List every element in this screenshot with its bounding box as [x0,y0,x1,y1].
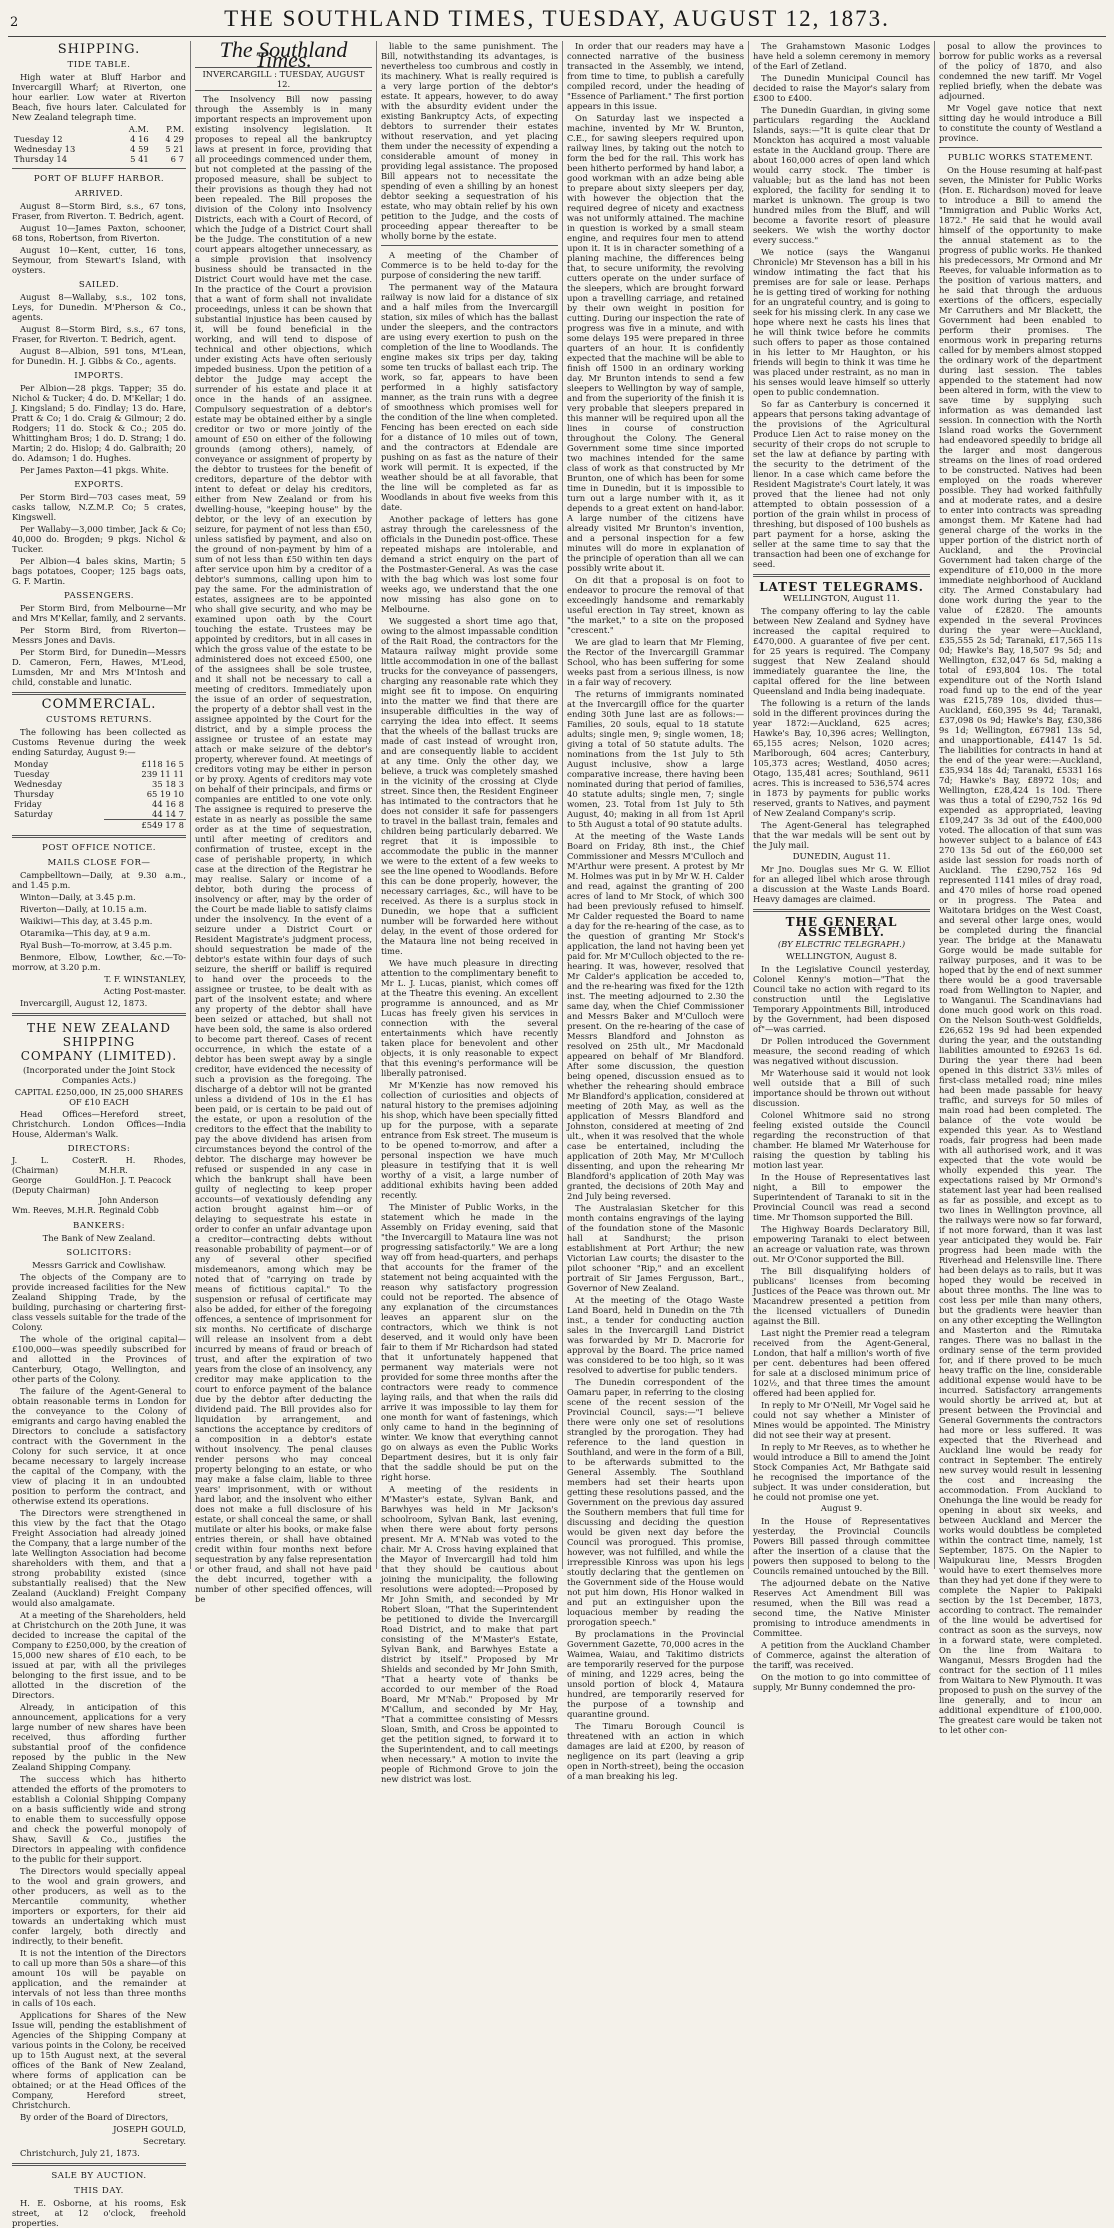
prospectus-date: Christchurch, July 21, 1873. [20,2148,140,2158]
tide-row [12,134,186,144]
telegram-paragraph: The company offering to lay the cable between New Zealand and Sydney have increased the capital required to £470,000. A guarantee of five per cent. for 25 years is required. The Company suggest that New Zealand should immediately guarantee the line, the capital offered for the line between Queensland and India being inadequate. [753,606,930,696]
assembly-subheading: (BY ELECTRIC TELEGRAPH.) [777,939,906,949]
tide-day: Thursday 14 [14,154,68,164]
table-row [12,759,186,769]
assembly-paragraph: The Bill disqualifying holders of publicans' licenses from becoming Justices of the Peace was thrown out. Mr Macandrew presented a petition from the licensed victuallers of Dunedin against the Bill. [753,1266,930,1326]
customs-amount: 44 16 8 [152,799,184,809]
mail-entry: Winton—Daily, at 3.45 p.m. [20,892,136,902]
assembly-paragraph: On the motion to go into committee of supply, Mr Bunny condemned the pro- [753,1672,930,1692]
prospectus-paragraph: The objects of the Company are to provide increased facilities for the New Zealand Shipping Trade, by the building, purchasing or chartering first-class vessels suitable for the trade of the Colony. [12,1272,186,1332]
customs-table [12,759,186,830]
secretary-title: Secretary. [143,2136,186,2146]
table-row [12,769,186,779]
mail-entry: Riverton—Daily, at 10.15 a.m. [20,904,147,914]
public-works-heading: PUBLIC WORKS STATEMENT. [947,153,1094,163]
arrival-entry: August 10—James Paxton, schooner, 68 tons, Robertson, from Riverton. [12,223,186,243]
prospectus-paragraph: The failure of the Agent-General to obtain reasonable terms in London for the conveyance to the Colony of emigrants and cargo having enabled the Directors to conclude a satisfactory contract with the Government in the Colony for such service, it at once became necessary to largely increase the capital of the Company, with the view of placing it in an undoubted position to perform the contract, and otherwise extend its operations. [12,1386,186,1506]
director-name: Wm. Reeves, M.H.R. [12,1206,96,1215]
newspaper-title: THE SOUTHLAND TIMES, TUESDAY, AUGUST 12, 1873. [224,6,890,31]
tide-header-day [12,124,114,134]
news-paragraph: On dit that a proposal is on foot to endeavor to procure the removal of that exceedingly handsome and remarkably useful erection in Tay street, known as "the market," to a site on the proposed "crescent." [567,575,744,635]
telegram-paragraph: Mr Jno. Douglas sues Mr G. W. Elliot for an alleged libel which arose through a discussion at the Waste Lands Board. Heavy damages are claimed. [753,864,930,904]
by-order: By order of the Board of Directors, [20,2112,169,2122]
news-paragraph: On Saturday last we inspected a machine, invented by Mr W. Brunton, C.E., for sawing sleepers required upon railway lines, by taking out the notch to form the bed for the rail. This work has been hitherto performed by hand labor, a good workman with an adze being able to prepare about sixty sleepers per day, with however the objection that the required degree of nicety and exactness was not uniformly attained. The machine in question is worked by a small steam engine, and requires four men to attend upon it. It is in character something of a planing machine, the differences being that, to secure uniformity, the revolving cutters operate on the under surface of the sleepers, which are brought forward upon a travelling carriage, and retained by their own weight in position for cutting. During our inspection the rate of progress was five in a minute, and with some delays 195 were prepared in three quarters of an hour. It is confidently expected that the machine will be able to finish off 1500 in an ordinary working day. Mr Brunton intends to send a few sleepers to Wellington by way of sample, and from the superiority of the finish it is very probable that sleepers prepared in this manner will be required upon all the lines in course of construction throughout the Colony. The General Government some time since imported two machines intended for the same class of work as that constructed by Mr Brunton, one of which has been for some time in Dunedin, but it is impossible to turn out a large number with it, as it depends to a great extent on hand-labor. A large number of the citizens have already visited Mr Brunton's invention, and a personal inspection for a few minutes will do more in explanation of the principle of operation than all we can possibly write about it. [567,113,744,573]
news-paragraph: The Dunedin Guardian, in giving some particulars regarding the Auckland Islands, says:—"It is quite clear that Dr Monckton has acquired a most valuable estate in the Auckland group. There are about 160,000 acres of open land which would carry stock. The timber is valuable; but as the land has not been explored, the facility for sending it to market is unknown. The group is two hundred miles from the Bluff, and will become a favorite resort of pleasure seekers. We wish the worthy doctor every success." [753,105,930,245]
news-paragraph: So far as Canterbury is concerned it appears that persons taking advantage of the provisions of the Agricultural Produce Lien Act to raise money on the security of their crops do not scruple to set the law at defiance by parting with the security to the detriment of the lienor. In a case which came before the Resident Magistrate's Court lately, it was proved that the lienee had not only attempted to obtain possession of a portion of the grain whilst in process of threshing, but disposed of 100 bushels as part payment for a horse, asking the seller at the same time to say that the transaction had been one of exchange for seed. [753,399,930,569]
port-heading: PORT OF BLUFF HARBOR. [33,174,165,184]
public-works-paragraph: On the House resuming at half-past seven, the Minister for Public Works (Hon. E. Richardson) moved for leave to introduce a Bill to amend the "Immigration and Public Works Act, 1872." He said that he would avail himself of the opportunity to make the annual statement as to the progress of public works. He thanked his predecessors, Mr Ormond and Mr Reeves, for valuable information as to the position of various matters, and he said that through the arduous exertions of the officers, especially Mr Carruthers and Mr Blackett, the Government had been enabled to perform their promises. The enormous work in preparing returns called for by members almost stopped the ordinary work of the department during last session. The tables appended to the statement had now been altered in form, with the view to save time by supplying such information as was demanded last session. In connection with the North Island road works the Government had endeavored speedily to bridge all the larger and most dangerous streams on the lines of road ordered to be constructed. Natives had been employed on the roads wherever possible. They had worked faithfully and at moderate rates, and a desire to enter into contracts was spreading amongst them. Mr Katene had had general charge of the works in the upper portion of the district north of Auckland, and the Provincial Government had taken charge of the expenditure of £10,000 in the more immediate neighborhood of Auckland city. The Armed Constabulary had done work during the year to the value of £2820. The amounts expended in the several Provinces during the year were—Auckland, £35,555 2s 5d; Taranaki, £17,565 11s 0d; Hawke's Bay, 18,507 9s 5d; and Wellington, £32,047 6s 5d, making a total of £93,804 10s. The total expenditure out of the North Island road fund up to the end of the year was £215,789 10s, divided thus—Auckland, £60,395 9s 4d; Taranaki, £37,098 0s 9d; Hawke's Bay, £30,386 9s 1d; Wellington, £67981 13s 5d, and unapportionable, £4147 1s 5d. The liabilities for contracts in hand at the end of the year were:—Auckland, £35,934 18s 4d; Taranaki, £5331 16s 7d; Hawke's Bay, £8972 10s; and Wellington, £28,424 1s 10d. There was thus a total of £290,752 16s 9d expended as appropriated, leaving £109,247 3s 3d out of the £400,000 voted. The allocation of that sum was however subject to a balance of £43 270 13s 5d out of the £60,000 set aside last session for roads north of Auckland. The £290,752 16s 9d represented 1141 miles of dray road, and 470 miles of horse road opened or in progress. The Patea and Waitotara bridges on the West Coast, and several other large ones, would be completed during the financial year. The bridge at the Manawatu Gorge would be made suitable for railway purposes, and it was to be hoped that by the end of next summer there would be a good traversable road from Wellington to Napier, and to Wanganui. The Scandinavians had done much good work on this road. On the Nelson South-west Goldfields, £26,652 19s 9d had been expended during the year, and the outstanding liabilities amounted to £9263 1s 6d. During the year there had been opened in this district 33½ miles of first-class metalled road; nine miles had been made passable for heavy traffic, and surveys for 50 miles of main road had been completed. The balance of the vote would be expended this year. As to Westland roads, fair progress had been made with all authorised work, and it was expected that the vote would be wholly expended this year. The expectations raised by Mr Ormond's statement last year had been realised as far as possible, and except as to two lines in Wellington province, all the railways were now so far forward, if not more forward, than it was last year anticipated they would be. Fair progress had been made with the Riverhead and Helensville line. There had been delays as to rails, but it was hoped they would be received in about three months. The line was to cost less per mile than many others, but the gradients were heavier than on any other excepting the Wellington and Masterton and the Rimutaka ranges. There was no ballast in the ordinary sense of the term provided for, and if there proved to be much heavy traffic on the line, considerable additional expense would have to be incurred. Satisfactory arrangements would shortly be arrived at, but at present between the Provincial and General Governments the contractors had more or less suffered. It was expected that the Riverhead and Auckland line would be ready for contract in September. The entirely new survey would result in lessening the cost and increasing the accommodation. From Auckland to Onehunga the line would be ready for opening in about six weeks, and between Auckland and Mercer the works would doubtless be completed within the contract time, namely, 1st September, 1875. On the Napier to Waipukurau line, Messrs Brogden would have to exert themselves more than they had yet done if they were to complete the Napier to Pakipaki section by the 1st December, 1873, according to contract. The remainder of the line would be advertised for contract as soon as the surveys, now in a forward state, were completed. On the line from Waitara to Wanganui, Messrs Brogden had the contract for the section of 11 miles from Waitara to New Plymouth. It was proposed to push on the survey of the line generally, and to incur an additional expenditure of £100,000. The greatest care would be taken not to let other con- [939,165,1102,1735]
capital-line: CAPITAL £250,000, IN 25,000 SHARES OF £10 EACH [14,1087,184,1107]
mail-entry: Waikiwi—This day, at 3.45 p.m. [20,916,153,926]
table-row [12,820,186,831]
table-row [12,779,186,789]
mail-entry: Otaramika—This day, at 9 a.m. [20,928,151,938]
assembly-paragraph: In reply to Mr Reeves, as to whether he would introduce a Bill to amend the Joint Stock Companies Act, Mr Bathgate said he recognised the importance of the subject. It was under consideration, but he could not promise one yet. [753,1442,930,1502]
tide-table [12,124,186,164]
tide-day: Wednesday 13 [14,144,76,154]
news-paragraph: We notice (says the Wanganui Chronicle) Mr Stevenson has a bill in his window intimating the fact that his premises are for sale or lease. Perhaps he is getting tired of working for nothing for an ungrateful country, and is going to seek for his missing clerk. In any case we hope where next he casts his lines that he will think twice before he commits such offers to paper as those contained in his letter to Mr Haughton, or his friends will begin to think it was time he was placed under restraint, as no man in his senses would leave himself so utterly open to public condemnation. [753,247,930,397]
column-1 [8,41,191,2228]
tide-am: 5 41 [130,154,149,164]
editorial-paragraph: The Insolvency Bill now passing through the Assembly is in many important respects an improvement upon existing insolvency legislation. It proposes to repeal all the bankruptcy laws at present in force, providing that all proceedings commenced under them, but not completed at the passing of the proposed measure, shall be subject to their provisions as though they had not been repealed. The Bill proposes the division of the Colony into Insolvency Districts, each with a Court of Record, of which the Judge of a District Court shall be the Judge. The constitution of a new court appears altogether unnecessary, as a simple provision that insolvency business should be transacted in the District Court would have met the case. In the practice of the Court a provision that a want of form shall not invalidate proceedings, unless it can be shown that substantial injustice has been caused by it, will be found beneficial in the working, and will tend to dispose of technical and other objections, which under existing Acts have often seriously impeded business. Upon the petition of a debtor the Judge may accept the surrender of his estate and place it at once in the hands of an assignee. Compulsory sequestration of a debtor's estate may be obtained either by a single creditor or two or more jointly of the amount of £50 on either of the following grounds (among others), namely, of conveyance or assignment of property by the debtor to trustees for the benefit of creditors, departure of the debtor with intent to defeat or delay his creditors, either from New Zealand or from his dwelling-house, "keeping house" by the debtor, or the levy of an execution by seizure, for payment of not less than £50, unless satisfied by payment, and also on the ground of non-payment by him of a sum of not less than £50 within ten days after service upon him by a creditor of a debtor's summons, calling upon him to pay the same. For the administration of estates, assignees are to be appointed who shall give security, and who may be examined upon oath by the Court touching the estate. Trustees may be appointed by creditors, but in all cases in which the gross value of the estate to be administered does not exceed £500, one of the assignees shall be sole trustee, and it shall not be necessary to call a meeting of creditors. Immediately upon the issue of an order of sequestration, the property of a debtor shall vest in the assignee appointed by the Court for the district, and by a simple process the assignee or trustee of an estate may attach or make seizure of the debtor's property, wherever found. At meetings of creditors voting may be either in person or by proxy. Agents of creditors may vote on behalf of their principals, and firms or companies are entitled to one vote only. The assignee is required to preserve the estate in as nearly as possible the same order as at the time of sequestration, until after meeting of creditors and confirmation of trustee, except in the case of perishable property, in which case at the direction of the Registrar he may realise. Salary or income of a debtor, both during the process of insolvency or after, may by the order of the Court be made liable to satisfy claims under the insolvency. In the event of a seizure under a District Court or Resident Magistrate's judgment process, should sequestration be made of the debtor's estate within four days of such seizure, the sheriff or bailiff is required to hand over the proceeds to the assignee or trustee, to be dealt with as part of the insolvent estate; and where any property of the debtor shall have been seized or attached, but shall not have been sold, the same is also ordered to become part thereof. Cases of recent occurrence, in which the estate of a debtor has been swept away by a single creditor, have evidenced the necessity of such a provision as the foregoing. The discharge of a debtor will not be granted unless a dividend of 10s in the £1 has been paid, or is certain to be paid out of the estate, or upon a resolution of the creditors to the effect that the inability to pay the above dividend has arisen from circumstances beyond the control of the debtor. The discharge may however be refused or suspended in any case in which the bankrupt shall have been guilty of neglecting to keep proper accounts—of vexatiously defending any action brought against him—or of delaying to sequestrate his estate in order to confer an unfair advantage upon a creditor—contracting debts without reasonable probability of payment—or of any of several other specified misdemeanors, among which may be noted that of "carrying on trade by means of fictitious capital." To the suspension or refusal of certificate may also be added, for either of the foregoing offences, a sentence of imprisonment for six months. No certificate of discharge will release an insolvent from a debt incurred by means of fraud or breach of trust, and after the expiration of two years from the close of an insolvency, any creditor may make application to the court to enforce payment of the balance due by the debtor after deducting the dividend paid. The Bill provides also for liquidation by arrangement, and sanctions the acceptance by creditors of a composition in a debtor's estate without insolvency. The penal clauses render persons who may conceal property belonging to an estate, or who may make a false claim, liable to three years' imprisonment, with or without hard labor, and the insolvent who either does not make a full disclosure of his estate, or shall conceal the same, or shall mutilate or alter his books, or make false entries therein, or shall have obtained credit within four months next before sequestration by any false representation or other fraud, and shall not have paid the debt incurred, together with a number of other specified offences, will be [195,94,372,1604]
column-5 [749,41,935,1692]
assembly-paragraph: The Highway Boards Declaratory Bill, empowering Taranaki to elect between an acreage or valuation rate, was thrown out. Mr O'Conor supported the Bill. [753,1224,930,1264]
incorporated-note: (Incorporated under the Joint Stock Companies Acts.) [22,1065,175,1085]
assembly-paragraph: In reply to Mr O'Neill, Mr Vogel said he could not say whether a Minister of Mines would be appointed. The Ministry did not see their way at present. [753,1400,930,1440]
exports-heading: EXPORTS. [74,480,124,490]
notice-date: Invercargill, August 12, 1873. [20,998,148,1008]
post-office-heading: POST OFFICE NOTICE. [42,843,156,853]
columns [8,37,1106,2228]
table-row [12,799,186,809]
nz-shipping-heading-line1: THE NEW ZEALAND SHIPPING [27,1021,171,1049]
column-3 [377,41,563,1784]
column-6 [935,41,1106,1735]
tide-note: High water at Bluff Harbor and Invercargill Wharf; at Riverton, one hour earlier. Low water at Riverton Beach, five hours later. Calculated for New Zealand telegraph time. [12,72,186,122]
prospectus-paragraph: It is not the intention of the Directors to call up more than 50s a share—of this amount 10s will be payable on application, and the remainder at intervals of not less than three months in calls of 10s each. [12,1948,186,2008]
tide-table-title: TIDE TABLE. [67,60,131,70]
news-paragraph: By proclamations in the Provincial Government Gazette, 70,000 acres in the Waimea, Waiau, and Takitimo districts are temporarily reserved for the purpose of mining, and 1229 acres, being the unsold portion of block 4, Mataura hundred, are temporarily reserved for the purpose of a township and quarantine ground. [567,1629,744,1719]
news-paragraph: Mr M'Kenzie has now removed his collection of curiosities and objects of natural history to the premises adjoining his shop, which have been specially fitted up for the purpose, with a separate entrance from Esk street. The museum is to be opened to-morrow, and after a personal inspection we have much pleasure in testifying that it is well worthy of a visit, a large number of additional exhibits having been added recently. [381,1080,558,1200]
column-2 [191,37,377,1604]
director-name: John Anderson [99,1196,159,1205]
commercial-heading: COMMERCIAL. [41,697,157,712]
mail-entry: Benmore, Elbow, Lowther, &c.—To-morrow, at 3.20 p.m. [12,952,186,972]
tide-pm: 6 7 [170,154,184,164]
divider [12,168,186,169]
assembly-paragraph: In the House of Representatives yesterday, the Provincial Councils Powers Bill passed through committee after the insertion of a clause that the powers then supposed to belong to the Councils remained untouched by the Bill. [753,1516,930,1576]
assembly-paragraph: posal to allow the provinces to borrow for public works as a reversal of the policy of 1870, and also condemned the new tariff. Mr Vogel replied briefly, when the debate was adjourned. [939,41,1102,101]
news-paragraph: A meeting of the Chamber of Commerce is to be held to-day for the purpose of considering the new tariff. [381,250,558,280]
imports-heading: IMPORTS. [74,371,124,381]
solicitors-heading: SOLICITORS: [66,1248,132,1258]
customs-amount: £118 16 5 [141,759,184,769]
assembly-paragraph: Dr Pollen introduced the Government measure, the second reading of which was negatived without discussion. [753,1036,930,1066]
news-paragraph: The Australasian Sketcher for this month contains engravings of the laying of the foundation stone of the Masonic hall at Sandhurst; the prison establishment at Port Arthur; the new Victorian Law courts; the disaster to the pilot schooner "Rip," and an excellent portrait of Sir James Fergusson, Bart., Governor of New Zealand. [567,1203,744,1293]
sailed-entry: August 8—Albion, 591 tons, M'Lean, for Dunedin. H. J. Gibbs & Co., agents. [12,346,186,366]
telegram-dateline: DUNEDIN, August 11. [792,852,891,862]
assembly-paragraph: Colonel Whitmore said no strong feeling existed outside the Council regarding the reconstruction of that chamber. He blamed Mr Waterhouse for raising the question by tabling his motion last year. [753,1110,930,1170]
tide-row [12,144,186,154]
news-paragraph: In order that our readers may have a connected narrative of the business transacted in the Assembly, we intend, from time to time, to publish a carefully compiled record, under the heading of "Essence of Parliament." The first portion appears in this issue. [567,41,744,111]
mail-entry: Ryal Bush—To-morrow, at 3.45 p.m. [20,940,173,950]
customs-day: Wednesday [14,779,62,789]
passengers-heading: PASSENGERS. [63,591,135,601]
customs-amount: 44 14 7 [152,809,184,819]
tide-day: Tuesday 12 [14,134,63,144]
news-paragraph: A meeting of the residents in M'Master's estate, Sylvan Bank, and Barwhyes was held in Mr Jackson's schoolroom, Sylvan Bank, last evening, when there were about forty persons present. Mr A. M'Nab was voted to the chair. Mr A. Cross having explained that the Mayor of Invercargill had told him that they should be cautious about joining the municipality, the following resolutions were adopted:—Proposed by Mr John Smith, and seconded by Mr Robert Sloan, "That the Superintendent be petitioned to divide the Invercargill Road District, and to make that part consisting of the M'Master's Estate, Sylvan Bank, and Barwhyes Estate a district by itself." Proposed by Mr Shields and seconded by Mr John Smith, "That a hearty vote of thanks be accorded to our member of the Road Board, Mr M'Nab." Proposed by Mr M'Callum, and seconded by Mr Hay, "That a committee consisting of Messrs Sloan, Smith, and Cross be appointed to get the petition signed, to forward it to the Superintendent, and to call meetings when necessary." A motion to invite the people of Richmond Grove to join the new district was lost. [381,1484,558,1784]
editorial-masthead: The Southland Times. [219,37,348,72]
passenger-entry: Per Storm Bird, from Riverton—Messrs Jones and Davis. [12,625,186,645]
telegram-paragraph: The Agent-General has telegraphed that the war medals will be sent out by the July mail. [753,820,930,850]
masthead [8,6,1106,37]
sailed-heading: SAILED. [78,280,120,290]
auction-text: H. E. Osborne, at his rooms, Esk street, at 12 o'clock, freehold properties. [12,2198,186,2228]
news-paragraph: The Grahamstown Masonic Lodges have held a solemn ceremony in memory of the Earl of Zetland. [753,41,930,71]
divider [12,835,186,838]
page-number: 2 [10,15,19,30]
mail-entry: Campbelltown—Daily, at 9.30 a.m., and 1.45 p.m. [12,870,186,890]
divider [381,245,558,246]
tide-header-pm: P.M. [166,124,184,134]
nz-shipping-heading-line2: COMPANY (LIMITED). [20,1049,178,1063]
tide-am: 4 16 [130,134,149,144]
news-paragraph: At the meeting of the Waste Lands Board on Friday, 8th inst., the Chief Commissioner and Messrs M'Culloch and M'Arthur were present. A protest by Mr M. Holmes was put in by Mr W. H. Calder and read, against the granting of 200 acres of land to Mr Stock, of which 300 had been previously refused to himself. Mr Calder requested the Board to name a day for the re-hearing of the case, as to the question of granting Mr Stock's application, the land not having been yet paid for. Mr M'Culloch objected to the re-hearing. It was, however, resolved that Mr Calder's application be acceded to, and the re-hearing was fixed for the 12th inst. The meeting adjourned to 2.30 the same day, when the Chief Commissioner and Messrs Baker and M'Culloch were present. On the re-hearing of the case of Messrs Blandford and Johnston as resolved on 25th ult., Mr Macdonald appeared on behalf of Mr Blandford. After some discussion, the question being opened, discussion ensued as to whether the rehearing should embrace Mr Blandford's application, considered at meeting of 20th May, as well as the application of Messrs Blandford and Johnston, considered at meeting of 2nd ult., when it was resolved that the whole case be entertained, including the application of 20th May, Mr M'Culloch dissenting, and upon the rehearing Mr Blandford's application of 20th May was granted, the decisions of 20th May and 2nd July being reversed. [567,831,744,1201]
shipping-heading: SHIPPING. [57,42,141,57]
assembly-dateline: August 9. [820,1504,863,1514]
assembly-paragraph: In the Legislative Council yesterday, Colonel Kenny's motion—"That the Council take no action with regard to its construction until the Legislative Temporary Appointments Bill, introduced by the Government, had been disposed of"—was carried. [753,964,930,1034]
table-row [12,789,186,799]
tide-am: 4 59 [130,144,149,154]
arrival-entry: August 8—Storm Bird, s.s., 67 tons, Fraser, from Riverton. T. Bedrich, agent. [12,201,186,221]
news-paragraph: The Timaru Borough Council is threatened with an action in which damages are laid at £200, by reason of negligence on its part (leaving a grip open in North-street), being the occasion of a man breaking his leg. [567,1721,744,1781]
assembly-heading: THE GENERAL ASSEMBLY. [785,915,898,939]
divider [12,1013,186,1016]
mails-close-heading: MAILS CLOSE FOR— [47,858,151,868]
import-entry: Per Albion—28 pkgs. Tapper; 35 do. Nichol & Tucker; 4 do. D. M'Kellar; 1 do. J. Kingsland; 5 do. Findlay; 13 do. Hare, Pratt & Co; 1 do. Craig & Gilmour; 2 do. Rodgers; 11 do. Stock & Co.; 205 do. Whittingham Bros; 1 do. D. Strang; 1 do. Martin; 2 do. Hislop; 4 do. Galbraith; 20 do. Adamson; 1 do. Hughes. [12,383,186,463]
auction-heading: SALE BY AUCTION. [51,2171,147,2181]
prospectus-paragraph: The success which has hitherto attended the efforts of the promoters to establish a Colonial Shipping Company on a basis sufficiently wide and strong to enable them to successfully oppose and check the powerful monopoly of Shaw, Savill & Co., justifies the Directors in appealing with confidence to the public for their support. [12,1774,186,1864]
divider [12,2163,186,2166]
prospectus-paragraph: At a meeting of the Shareholders, held at Christchurch on the 20th June, it was decided to increase the capital of the Company to £250,000, by the creation of 15,000 new shares of £10 each, to be issued at par, with all the privileges belonging to the first issue, and to be allotted in the discretion of the Directors. [12,1610,186,1700]
customs-intro: The following has been collected as Customs Revenue during the week ending Saturday, August 9:— [12,727,186,757]
prospectus-paragraph: The Directors would specially appeal to the wool and grain growers, and other producers, as well as to the Mercantile community, whether importers or exporters, for their aid towards an undertaking which must confer largely, both directly and indirectly, to their benefit. [12,1866,186,1946]
customs-day: Tuesday [14,769,50,779]
prospectus-paragraph: The whole of the original capital—£100,000—was speedily subscribed for and allotted in the Provinces of Canterbury, Otago, Wellington, and other parts of the Colony. [12,1334,186,1384]
import-entry: Per James Paxton—41 pkgs. White. [20,465,169,475]
bankers: The Bank of New Zealand. [42,1233,156,1243]
export-entry: Per Wallaby—3,000 timber, Jack & Co; 40,000 do. Brogden; 9 pkgs. Nichol & Tucker. [12,524,186,554]
assembly-paragraph: Last night the Premier read a telegram received from the Agent-General, London, that half a million's worth of five per cent. debentures had been offered for sale at a disclosed minimum price of 102½, and that three times the amount offered had been applied for. [753,1328,930,1398]
news-paragraph: We suggested a short time ago that, owing to the almost impassable condition of the Rait Road, the contractors for the Mataura railway might provide some little accommodation in one of the ballast trucks for the conveyance of passengers, charging any reasonable rate which they might see fit to impose. On enquiring into the matter we find that there are insuperable difficulties in the way of carrying the idea into effect. It seems that the wheels of the ballast trucks are made of cast instead of wrought iron, and are consequently liable to accident at any time. Only the other day, we believe, a truck was completely smashed in the vicinity of the crossing at Clyde street. Since then, the Resident Engineer has intimated to the contractors that he does not consider it safe for passengers to travel in the ballast train, females and children being particularly debarred. We regret that it is impossible to accommodate the public in the manner we were to the extent of a few weeks to see the line opened to Woodlands. Before this can be done properly, however, the necessary carriages, &c., will have to be received. As there is a surplus stock in Dunedin, we hope that a sufficient number will be forwarded here without delay, in the event of those ordered for the Mataura line not being received in time. [381,616,558,956]
news-paragraph: liable to the same punishment. The Bill, notwithstanding its advantages, is nevertheless too cumbrous and costly in its machinery. What is really required is a very large portion of the debtor's estate. It appears, however, to do away with the absurdity evident under the existing Bankruptcy Acts, of expecting debtors to surrender their estates without reservation, and yet placing them under the necessity of expending a considerable amount of money in providing legal assistance. The proposed Bill appears not to necessitate the spending of even a shilling by an honest debtor seeking a sequestration of his estate, who may obtain relief by his own petition to the Judge, and the costs of proceeding appear thereafter to be wholly borne by the estate. [381,41,558,241]
news-paragraph: The returns of immigrants nominated at the Invercargill office for the quarter ending 30th June last are as follows:—Families, 20 souls, equal to 18 statute adults; single men, 9; single women, 18; giving a total of 50 statute adults. The nominations from the 1st July to 5th August inclusive, show a large comparative increase, there having been nominated during that period of families, 40 statute adults; single men, 7; single women, 23. Total from 1st July to 5th August, 40; making in all from 1st April to 5th August a total of 90 statute adults. [567,689,744,829]
tide-row [12,154,186,164]
assembly-paragraph: Mr Vogel gave notice that next sitting day he would introduce a Bill to constitute the county of Westland a province. [939,103,1102,143]
telegram-dateline: WELLINGTON, August 11. [783,594,900,604]
customs-amount: 35 18 3 [152,779,184,789]
editorial-dateline: INVERCARGILL : TUESDAY, AUGUST 12. [195,67,372,91]
director-name: R. H. Rhodes, M.H.R. [99,1156,186,1175]
news-paragraph: The Dunedin correspondent of the Oamaru paper, in referring to the closing scene of the recent session of the Provincial Council, says:—"I believe there were only one set of resolutions strangled by the prorogation. They had reference to the land question in Southland, and were in the form of a Bill, to be afterwards submitted to the General Assembly. The Southland members had set their hearts upon getting these resolutions passed, and the Government on the previous day assured the Southern members that full time for discussing and deciding the question would be given next day before the Council was prorogued. This promise, however, was not fulfilled, and while the irrepressible Kinross was upon his legs stoutly declaring that the gentlemen on the Government side of the House would not put him down, His Honor walked in and put an extinguisher upon the loquacious member by reading the prorogation speech." [567,1377,744,1627]
arrived-heading: ARRIVED. [74,189,124,199]
prospectus-paragraph: Applications for Shares of the New Issue will, pending the establishment of Agencies of the Shipping Company at various points in the Colony, be received up to 15th August next, at the several offices of the Bank of New Zealand, where forms of application can be obtained; or at the Head Offices of the Company, Hereford street, Christchurch. [12,2010,186,2110]
nz-shipping-heading [12,1021,186,1063]
table-row [12,809,186,820]
divider [939,147,1102,148]
director-name [12,1196,99,1206]
divider [12,692,186,695]
customs-day: Friday [14,799,42,809]
prospectus-paragraph: The Directors were strengthened in this view by the fact that the Otago Freight Association had already joined the Company, that a large number of the late Wellington Association had become shareholders with them, and that a strong probability existed (since substantially realised) that the New Zealand (Auckland) Freight Company would also amalgamate. [12,1508,186,1608]
divider [753,909,930,912]
arrival-entry: August 10—Kent, cutter, 16 tons, Seymour, from Stewart's Island, with oysters. [12,245,186,275]
passenger-entry: Per Storm Bird, for Dunedin—Messrs D. Cameron, Fern, Hawes, M'Leod, Lumsden, Mr and Mrs M'Intosh and child, constable and lunatic. [12,647,186,687]
sailed-entry: August 8—Storm Bird, s.s., 67 tons, Fraser, for Riverton. T. Bedrich, agent. [12,324,186,344]
passenger-entry: Per Storm Bird, from Melbourne—Mr and Mrs M'Kellar, family, and 2 servants. [12,603,187,623]
director-name: Hon. J. T. Peacock [99,1176,172,1185]
solicitors: Messrs Garrick and Cowlishaw. [32,1260,166,1270]
prospectus-paragraph: Already, in anticipation of this announcement, applications for a very large number of new shares have been received, thus affording further substantial proof of the confidence reposed by the public in the New Zealand Shipping Company. [12,1702,186,1772]
news-paragraph: The permanent way of the Mataura railway is now laid for a distance of six and a half miles from the Invercargill station, six miles of which has the ballast under the sleepers, and the contractors are using every exertion to push on the completion of the line to Woodlands. The engine makes six trips per day, taking some ten trucks of ballast each trip. The work, so far, appears to have been performed in a highly satisfactory manner, as the train runs with a degree of smoothness which promises well for the condition of the line when completed. Fencing has been erected on each side for a distance of 10 miles out of town, and the contractors at Edendale are pushing on as fast as the nature of their work will permit. It is expected, if the weather should be at all favorable, that the line will be completed as far as Woodlands in about five weeks from this date. [381,282,558,512]
customs-day: Saturday [14,809,53,820]
telegrams-heading: LATEST TELEGRAMS. [759,580,924,594]
assembly-dateline: WELLINGTON, August 8. [785,952,898,962]
tide-header-am: A.M. [128,124,149,134]
news-paragraph: The Dunedin Municipal Council has decided to raise the Mayor's salary from £300 to £400. [753,73,930,103]
director-name: J. L. Coster (Chairman) [12,1156,99,1175]
offices-line: Head Offices—Hereford street, Christchurch. London Offices—India House, Alderman's Walk. [12,1109,186,1139]
customs-heading: CUSTOMS RETURNS. [46,715,152,725]
postmaster-title: Acting Post-master. [103,986,186,996]
director-name: Reginald Cobb [99,1206,159,1215]
sailed-entry: August 8—Wallaby, s.s., 102 tons, Leys, for Dunedin. M'Pherson & Co., agents. [12,292,186,322]
news-paragraph: The Minister of Public Works, in the statement which he made in the Assembly on Friday evening, said that "the Invercargill to Mataura line was not progressing satisfactorily." We are a long way off from head-quarters, and perhaps that accounts for the framer of the statement not being acquainted with the reason why satisfactory progression could not be reported. The absence of any explanation of the circumstances leaves an apparent slur on the contractors, which we think is not deserved, and it would only have been fair to them if Mr Richardson had stated that it unfortunately happened that permanent way materials were not provided for some three months after the contractors were ready to commence laying rails, and that when the rails did arrive it was impossible to lay them for one month for want of fastenings, which only came to hand in the beginning of winter. We know that everything cannot go on always as even the Public Works Department desires, but it is only fair that the saddle should be put on the right horse. [381,1202,558,1482]
news-paragraph: Another package of letters has gone astray through the carelessness of the officials in the Dunedin post-office. These repeated mishaps are intolerable, and demand a strict enquiry on the part of the Postmaster-General. As was the case with the bag which was lost some four weeks ago, we understand that the one now missing has also gone on to Melbourne. [381,514,558,614]
bankers-heading: BANKERS: [73,1221,125,1231]
telegram-paragraph: The following is a return of the lands sold in the different provinces during the year 1872:—Auckland, 625 acres; Hawke's Bay, 10,396 acres; Wellington, 65,155 acres; Nelson, 1020 acres; Marlborough, 604 acres; Canterbury, 105,373 acres; Westland, 4050 acres; Otago, 135,481 acres; Southland, 9611 acres. This is increased to 536,574 acres in 1873 by payments for public works reserved, grants to Natives, and payment of New Zealand Company's scrip. [753,698,930,818]
auction-sub: THIS DAY. [74,2186,124,2196]
directors-heading: DIRECTORS: [67,1144,131,1154]
tide-pm: 5 21 [165,144,184,154]
export-entry: Per Albion—4 bales skins, Martin; 5 bags potatoes, Cooper; 125 bags oats, G. F. Martin. [12,556,186,586]
customs-day: Monday [14,759,49,769]
customs-amount: 239 11 11 [141,769,184,779]
news-paragraph: We are glad to learn that Mr Fleming, the Rector of the Invercargill Grammar School, who has been suffering for some weeks past from a serious illness, is now in a fair way of recovery. [567,637,744,687]
assembly-paragraph: The adjourned debate on the Native Reserves Act Amendment Bill was resumed, when the Bill was read a second time, the Native Minister promising to introduce amendments in Committee. [753,1578,930,1638]
customs-amount: 65 19 10 [146,789,184,799]
news-paragraph: At the meeting of the Otago Waste Land Board, held in Dunedin on the 7th inst., a tender for conducting auction sales in the Invercargill Land District was forwarded by Mr D. Macrorie for approval by the Board. The price named was considered to be too high, so it was resolved to advertise for public tenders. [567,1295,744,1375]
assembly-paragraph: A petition from the Auckland Chamber of Commerce, against the alteration of the tariff, was received. [753,1640,930,1670]
postmaster-name: T. F. WINSTANLEY, [104,974,186,984]
secretary-name: JOSEPH GOULD, [113,2124,186,2134]
director-name: George Gould (Deputy Chairman) [12,1176,99,1195]
customs-day: Thursday [14,789,54,799]
customs-total: £549 17 8 [104,820,186,831]
tide-pm: 4 29 [165,134,184,144]
assembly-paragraph: Mr Waterhouse said it would not look well outside that a Bill of such importance should be thrown out without discussion. [753,1068,930,1108]
column-4 [563,41,749,1781]
news-paragraph: We have much pleasure in directing attention to the complimentary benefit to Mr L. J. Lucas, pianist, which comes off at the Theatre this evening. An excellent programme is announced, and as Mr Lucas has freely given his services in connection with the several entertainments which have recently taken place for benevolent and other objects, it is only reasonable to expect that this evening's performance will be liberally patronised. [381,958,558,1078]
divider [753,574,930,577]
export-entry: Per Storm Bird—703 cases meat, 59 casks tallow, N.Z.M.P. Co; 5 crates, Kingswell. [12,492,186,522]
directors-list [12,1156,186,1216]
assembly-paragraph: In the House of Representatives last night, a Bill to empower the Superintendent of Taranaki to sit in the Provincial Council was read a second time. Mr Thomson supported the Bill. [753,1172,930,1222]
